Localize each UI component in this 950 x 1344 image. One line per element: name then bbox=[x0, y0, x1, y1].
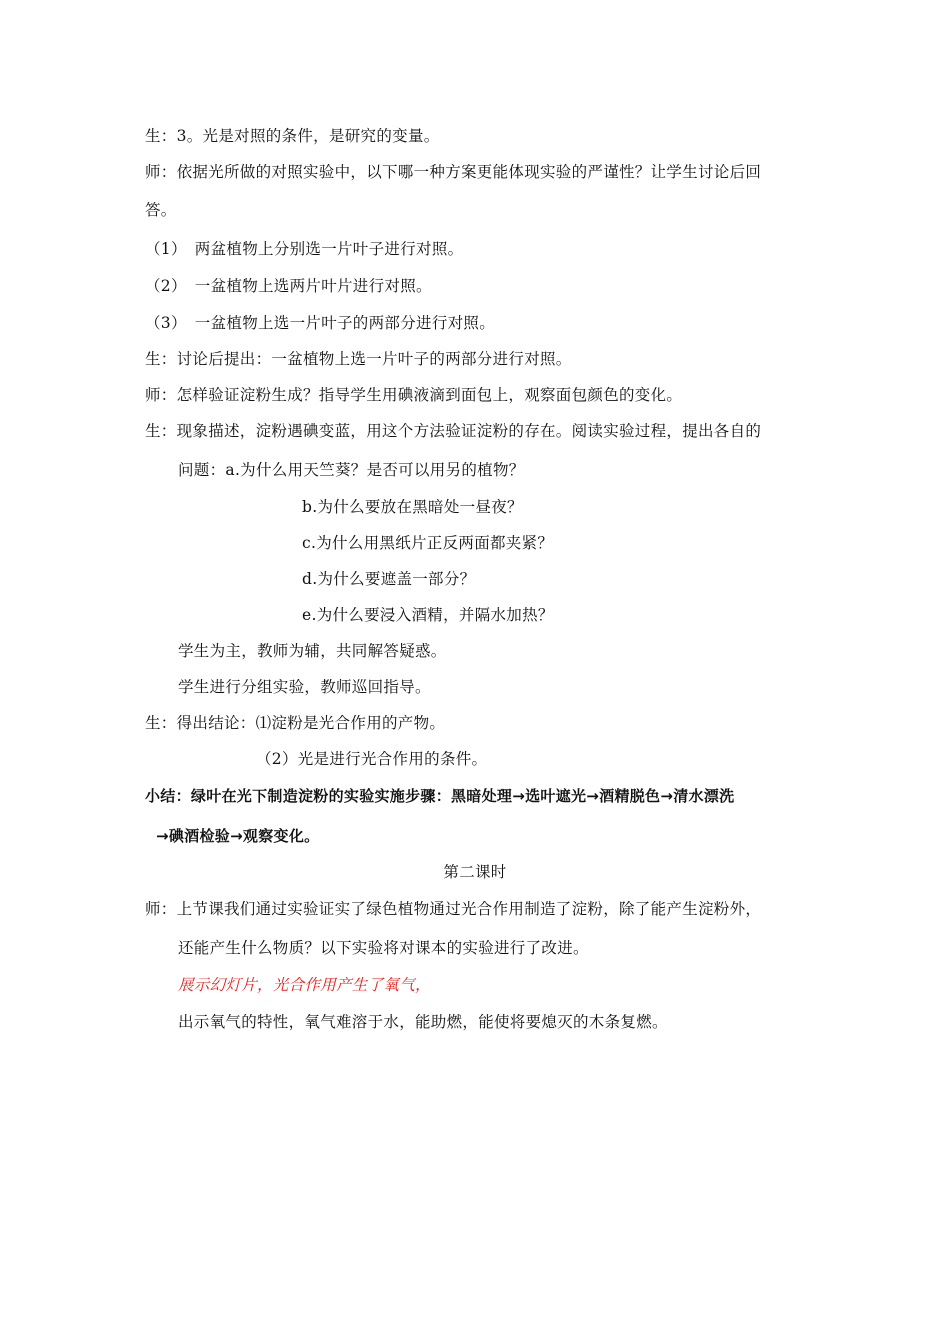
option-2: （2） 一盆植物上选两片叶片进行对照。 bbox=[145, 277, 432, 295]
teacher-question-rigor-cont: 答。 bbox=[145, 201, 177, 219]
teacher-review-cont: 还能产生什么物质？以下实验将对课本的实验进行了改进。 bbox=[178, 939, 589, 957]
student-led-text: 学生为主，教师为辅，共同解答疑惑。 bbox=[178, 642, 447, 660]
teacher-question-rigor: 师：依据光所做的对照实验中，以下哪一种方案更能体现实验的严谨性？让学生讨论后回 bbox=[145, 163, 762, 181]
option-3: （3） 一盆植物上选一片叶子的两部分进行对照。 bbox=[145, 314, 496, 332]
question-d: d.为什么要遮盖一部分？ bbox=[302, 570, 476, 588]
question-b: b.为什么要放在黑暗处一昼夜？ bbox=[302, 498, 523, 516]
slide-oxygen-highlight: 展示幻灯片，光合作用产生了氧气， bbox=[178, 976, 431, 994]
teacher-review: 师：上节课我们通过实验证实了绿色植物通过光合作用制造了淀粉，除了能产生淀粉外， bbox=[145, 900, 762, 918]
teacher-starch-verify: 师：怎样验证淀粉生成？指导学生用碘液滴到面包上，观察面包颜色的变化。 bbox=[145, 386, 683, 404]
conclusion-2: （2）光是进行光合作用的条件。 bbox=[256, 750, 488, 768]
group-experiment-text: 学生进行分组实验，教师巡回指导。 bbox=[178, 678, 431, 696]
conclusion-1: 生：得出结论：⑴淀粉是光合作用的产物。 bbox=[145, 714, 446, 732]
question-e: e.为什么要浸入酒精，并隔水加热？ bbox=[302, 606, 554, 624]
section-heading-second-lesson: 第二课时 bbox=[443, 863, 507, 881]
question-c: c.为什么用黑纸片正反两面都夹紧？ bbox=[302, 534, 554, 552]
student-discussion: 生：讨论后提出：一盆植物上选一片叶子的两部分进行对照。 bbox=[145, 350, 572, 368]
question-a: 问题：a.为什么用天竺葵？是否可以用另的植物？ bbox=[178, 461, 525, 479]
summary-steps: 小结：绿叶在光下制造淀粉的实验实施步骤：黑暗处理→选叶遮光→酒精脱色→清水漂洗 bbox=[145, 787, 735, 805]
oxygen-properties: 出示氧气的特性，氧气难溶于水，能助燃，能使将要熄灭的木条复燃。 bbox=[178, 1013, 668, 1031]
student-answer-variable: 生：3。光是对照的条件，是研究的变量。 bbox=[145, 127, 440, 145]
option-1: （1） 两盆植物上分别选一片叶子进行对照。 bbox=[145, 240, 464, 258]
summary-steps-cont: →碘酒检验→观察变化。 bbox=[156, 827, 320, 845]
student-observation: 生：现象描述，淀粉遇碘变蓝，用这个方法验证淀粉的存在。阅读实验过程，提出各自的 bbox=[145, 422, 762, 440]
